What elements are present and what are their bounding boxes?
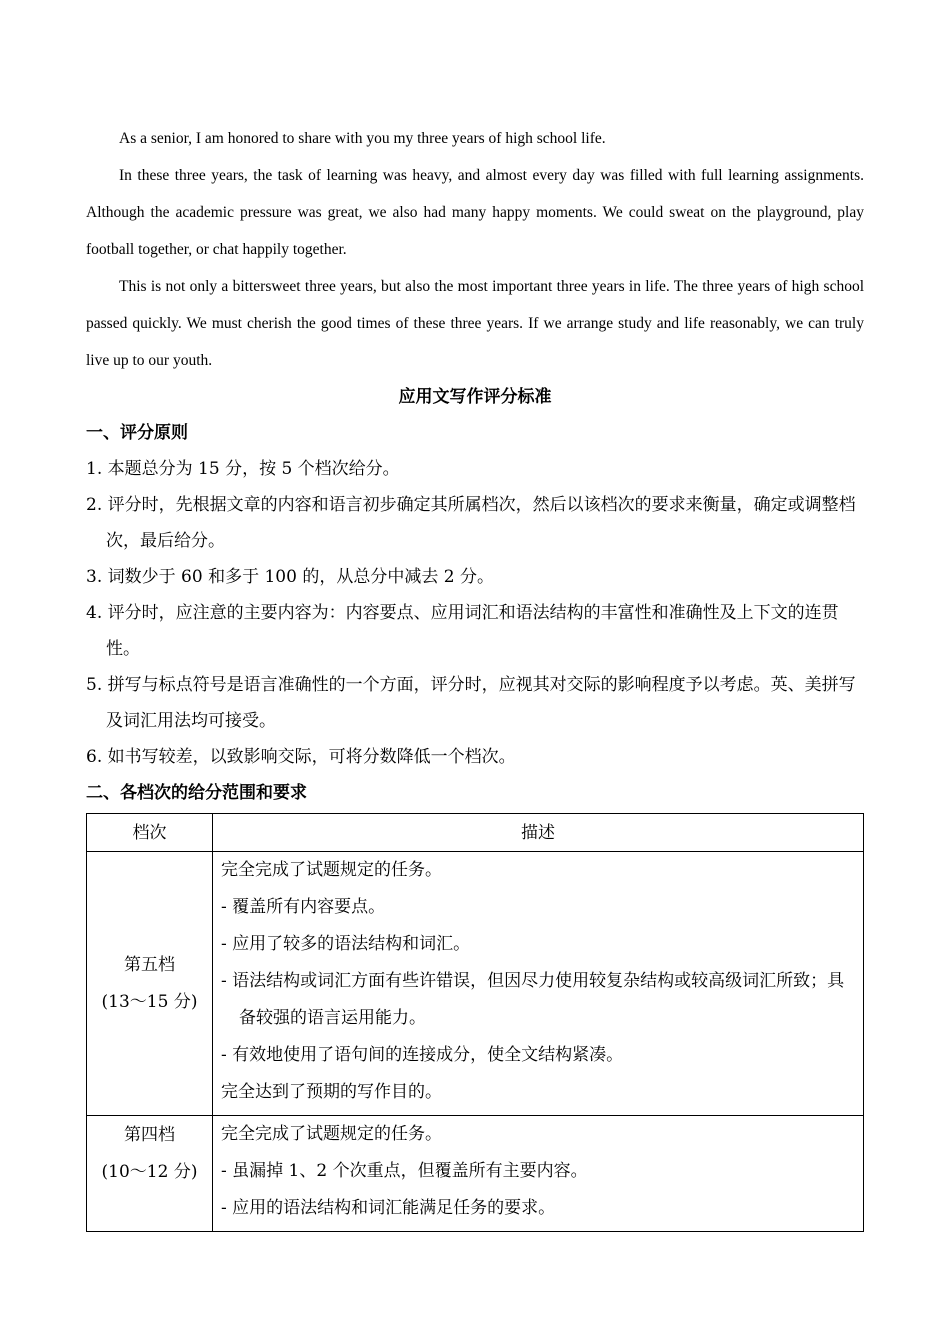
principles-heading: 一、评分原则: [86, 423, 188, 443]
document-page: [86, 120, 864, 1232]
essay-paragraph: This is not only a bittersweet three years, but also the most important three years in life. The three years of high school passed quickly. We must cherish the good times of these three years. If we arrange study and life reasonably, we can truly live up to our youth.: [86, 278, 864, 369]
levels-heading: 二、各档次的给分范围和要求: [86, 783, 307, 803]
description-line: - 应用的语法结构和词汇能满足任务的要求。: [221, 1198, 556, 1218]
principle-item: 4. 评分时，应注意的主要内容为：内容要点、应用词汇和语法结构的丰富性和准确性及上下文的连贯性。: [86, 603, 839, 659]
grading-table: [86, 813, 864, 1232]
rubric-title: 应用文写作评分标准: [398, 387, 552, 407]
description-line: - 有效地使用了语句间的连接成分，使全文结构紧凑。: [221, 1045, 624, 1065]
description-line: - 虽漏掉 1、2 个次重点，但覆盖所有主要内容。: [221, 1161, 588, 1181]
essay-paragraph: In these three years, the task of learning was heavy, and almost every day was filled with full learning assignments. Although the academic pressure was great, we also had many happy moments. We could sweat on the playground, play football together, or chat happily together.: [86, 167, 864, 258]
grade-name: 第五档: [124, 954, 175, 975]
table-row: [87, 852, 864, 1116]
description-line: - 应用了较多的语法结构和词汇。: [221, 934, 471, 954]
principle-item: 2. 评分时，先根据文章的内容和语言初步确定其所属档次，然后以该档次的要求来衡量，确定或调整档次，最后给分。: [86, 495, 856, 551]
description-line: 完全达到了预期的写作目的。: [221, 1082, 442, 1102]
grade-cell: [87, 1116, 213, 1232]
principle-item: 1. 本题总分为 15 分，按 5 个档次给分。: [86, 459, 400, 479]
essay-paragraph: As a senior, I am honored to share with you my three years of high school life.: [119, 130, 606, 147]
principle-item: 3. 词数少于 60 和多于 100 的，从总分中减去 2 分。: [86, 567, 494, 587]
description-line: - 语法结构或词汇方面有些许错误，但因尽力使用较复杂结构或较高级词汇所致；具备较强的语言运用能力。: [221, 971, 845, 1028]
principle-item: 6. 如书写较差，以致影响交际，可将分数降低一个档次。: [86, 747, 516, 767]
principle-item: 5. 拼写与标点符号是语言准确性的一个方面，评分时，应视其对交际的影响程度予以考虑。英、美拼写及词汇用法均可接受。: [86, 675, 856, 731]
table-row: [87, 1116, 864, 1232]
description-line: - 覆盖所有内容要点。: [221, 897, 386, 917]
grade-name: 第四档: [124, 1125, 175, 1145]
description-cell: [213, 852, 864, 1116]
table-header-grade: 档次: [87, 814, 213, 852]
description-cell: [213, 1116, 864, 1232]
table-header-description: 描述: [213, 814, 864, 852]
grade-range: (10～12 分): [101, 1162, 198, 1182]
table-header-row: [87, 814, 864, 852]
description-line: 完全完成了试题规定的任务。: [221, 1124, 442, 1144]
grade-cell: [87, 852, 213, 1116]
description-line: 完全完成了试题规定的任务。: [221, 860, 442, 880]
grade-range: (13～15 分): [101, 991, 198, 1012]
